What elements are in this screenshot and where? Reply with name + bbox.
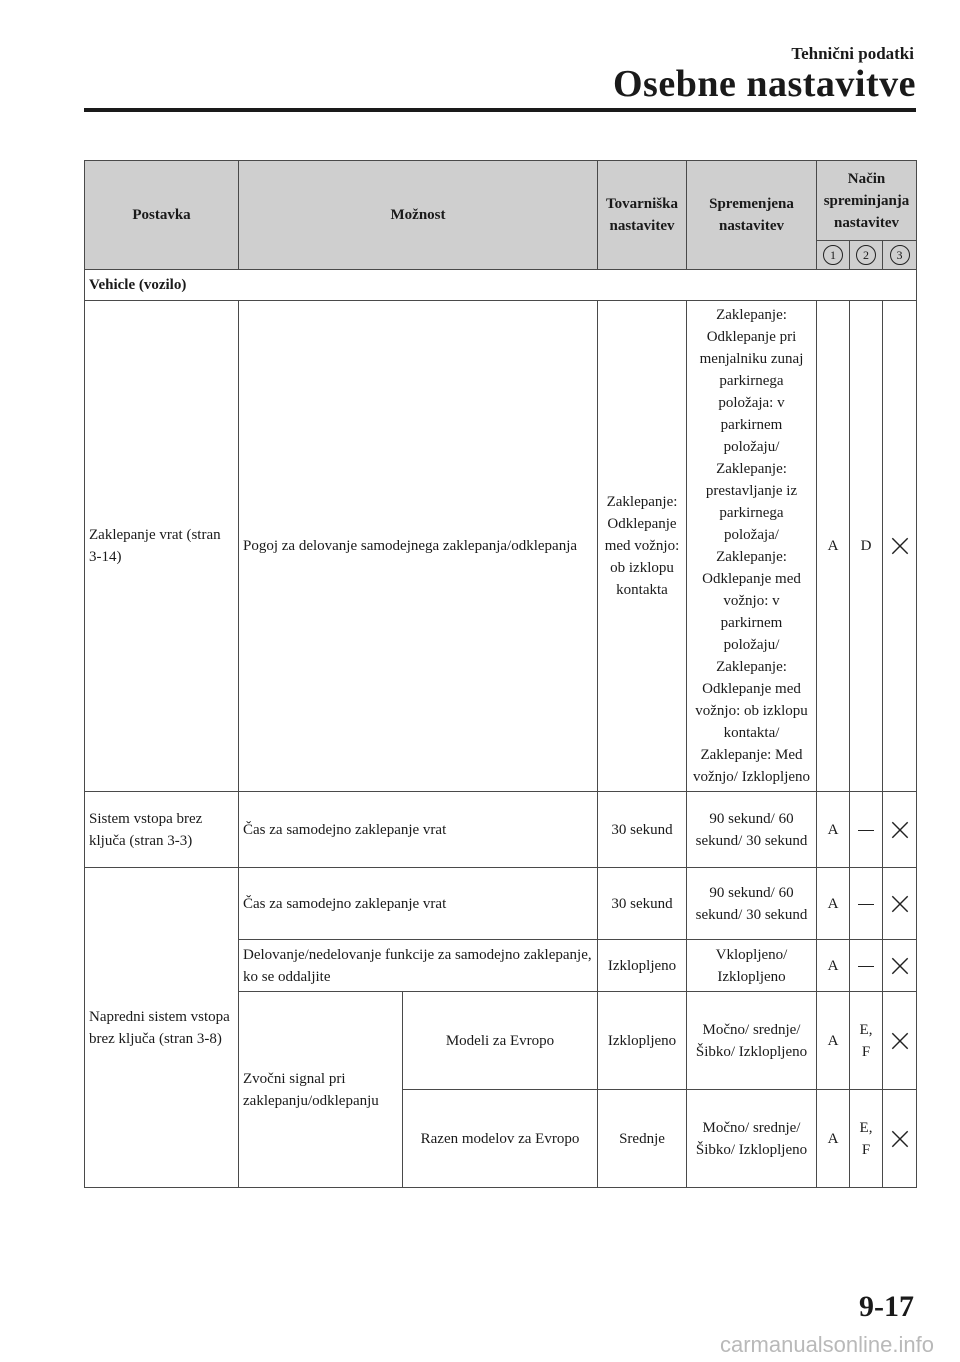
section-label: Vehicle (vozilo) [85,270,917,301]
row-sub-option: Modeli za Evropo [403,992,598,1090]
row-changed: Močno/ srednje/ Šibko/ Izklopljeno [687,992,817,1090]
circled-number-2-icon: 2 [856,245,876,265]
method-2: E, F [850,1090,883,1188]
x-mark-icon [889,1030,911,1052]
row-factory: Izklopljeno [598,940,687,992]
page-number: 9-17 [859,1290,914,1323]
header-item: Postavka [85,161,239,270]
header-method: Način spreminjanja nastavitev [817,161,917,241]
table-row [85,868,917,940]
x-mark-icon [889,819,911,841]
row-option: Pogoj za delovanje samodejnega zaklepanja/odklepanja [239,301,598,792]
row-option: Čas za samodejno zaklepanje vrat [239,792,598,868]
x-mark-icon [889,1128,911,1150]
method-2: D [850,301,883,792]
row-factory: 30 sekund [598,868,687,940]
row-factory: Srednje [598,1090,687,1188]
header-changed: Spremenjena nastavitev [687,161,817,270]
header-factory: Tovarniška nastavitev [598,161,687,270]
row-changed: Zaklepanje: Odklepanje pri menjalniku zunaj parkirnega položaja: v parkirnem položaju/ Zaklepanje: prestavljanje iz parkirnega položaja/ Zaklepanje: Odklepanje med vožnjo: v parkirnem položaju/ Zaklepanje: Odklepanje med vožnjo: ob izklopu kontakta/ Zaklepanje: Med vožnjo/ Izklopljeno [687,301,817,792]
section-title: Tehnični podatki [791,44,914,63]
table-row [85,792,917,868]
method-1: A [817,940,850,992]
watermark-text: carmanualsonline.info [719,1332,934,1357]
x-mark-icon [889,535,911,557]
method-1: A [817,868,850,940]
row-item: Zaklepanje vrat (stran 3-14) [85,301,239,792]
method-1: A [817,301,850,792]
row-factory: Zaklepanje: Odklepanje med vožnjo: ob izklopu kontakta [598,301,687,792]
row-option: Čas za samodejno zaklepanje vrat [239,868,598,940]
circled-number-1-icon: 1 [823,245,843,265]
method-1: A [817,992,850,1090]
row-changed: Močno/ srednje/ Šibko/ Izklopljeno [687,1090,817,1188]
row-changed: Vklopljeno/ Izklopljeno [687,940,817,992]
settings-table [84,160,917,1188]
dash-icon [858,830,874,831]
row-sub-option: Razen modelov za Evropo [403,1090,598,1188]
row-changed: 90 sekund/ 60 sekund/ 30 sekund [687,868,817,940]
table-row [85,301,917,792]
method-1: A [817,792,850,868]
row-option: Delovanje/nedelovanje funkcije za samodejno zaklepanje, ko se oddaljite [239,940,598,992]
x-mark-icon [889,955,911,977]
row-factory: 30 sekund [598,792,687,868]
x-mark-icon [889,893,911,915]
method-1: A [817,1090,850,1188]
row-changed: 90 sekund/ 60 sekund/ 30 sekund [687,792,817,868]
method-2: E, F [850,992,883,1090]
row-option-group: Zvočni signal pri zaklepanju/odklepanju [239,992,403,1188]
circled-number-3-icon: 3 [890,245,910,265]
row-factory: Izklopljeno [598,992,687,1090]
header-rule [84,108,916,112]
chapter-title: Osebne nastavitve [613,63,916,105]
row-item: Napredni sistem vstopa brez ključa (stran 3-8) [85,868,239,1188]
dash-icon [858,904,874,905]
header-option: Možnost [239,161,598,270]
row-item: Sistem vstopa brez ključa (stran 3-3) [85,792,239,868]
dash-icon [858,966,874,967]
